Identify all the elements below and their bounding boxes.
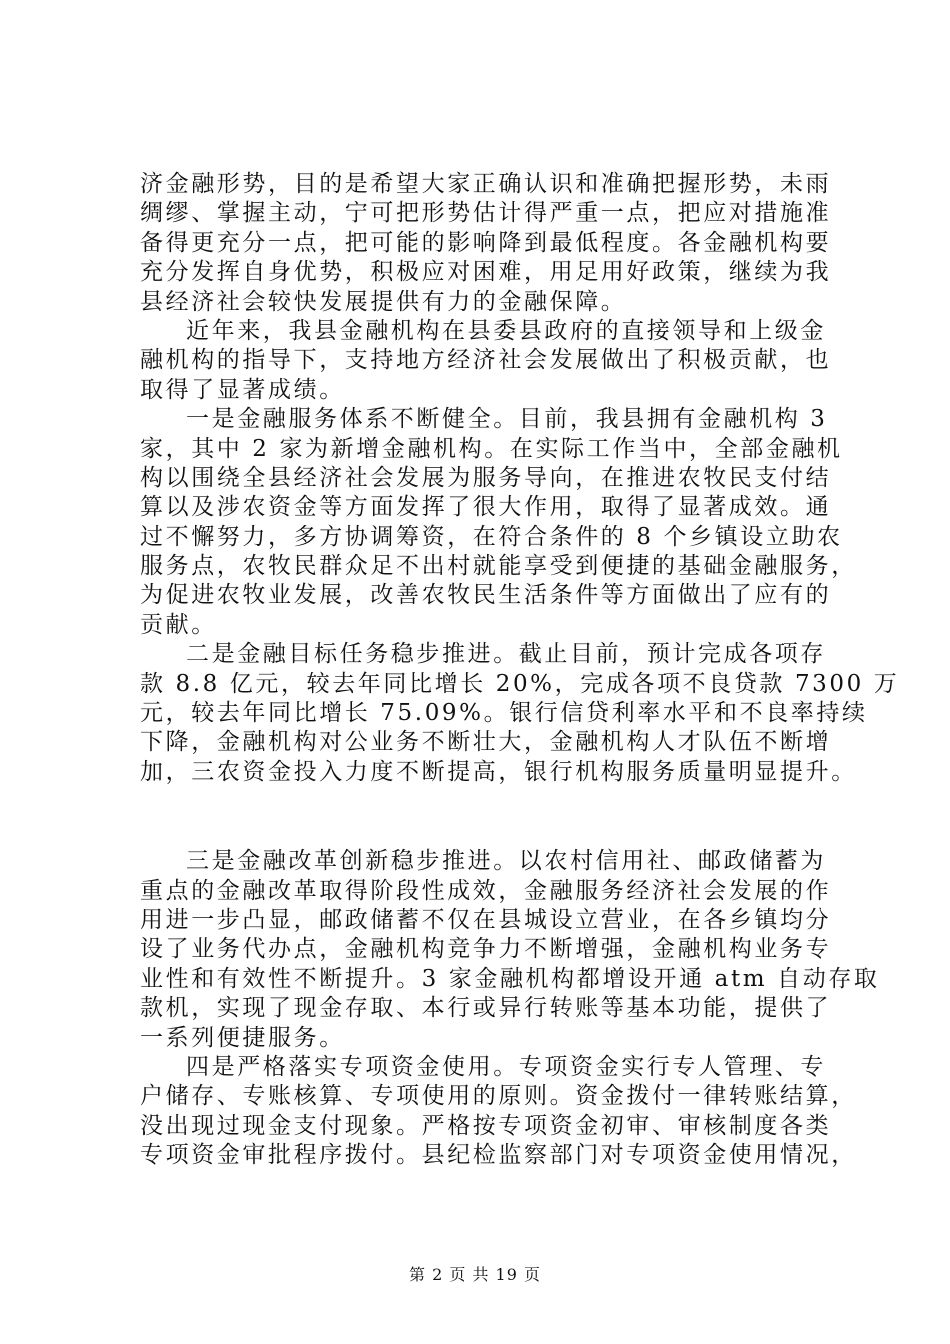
paragraph-gap [140,787,830,847]
text-line: 一系列便捷服务。 [140,1024,345,1051]
text-line: 设了业务代办点，金融机构竞争力不断增强，金融机构业务专 [140,936,832,963]
text-line: 构以围绕全县经济社会发展为服务导向，在推进农牧民支付结 [140,464,832,491]
text-line: 县经济社会较快发展提供有力的金融保障。 [140,288,627,315]
text-line: 一是金融服务体系不断健全。目前，我县拥有金融机构 3 [186,406,828,433]
text-line: 服务点，农牧民群众足不出村就能享受到便捷的基础金融服务， [140,553,857,580]
text-line: 款 8.8 亿元，较去年同比增长 20%，完成各项不良贷款 7300 万 [140,670,900,697]
text-line: 家，其中 2 家为新增金融机构。在实际工作当中，全部金融机 [140,435,843,462]
text-line: 近年来，我县金融机构在县委县政府的直接领导和上级金 [186,317,826,344]
text-line: 业性和有效性不断提升。3 家金融机构都增设开通 atm 自动存取 [140,965,880,992]
text-line: 融机构的指导下，支持地方经济社会发展做出了积极贡献，也 [140,347,832,374]
text-line: 过不懈努力，多方协调筹资，在符合条件的 8 个乡镇设立助农 [140,523,843,550]
paragraph-point-one [140,405,857,640]
text-line: 元，较去年同比增长 75.09%。银行信贷利率水平和不良率持续 [140,700,868,727]
text-line: 款机，实现了现金存取、本行或异行转账等基本功能，提供了 [140,995,832,1022]
text-line: 没出现过现金支付现象。严格按专项资金初审、审核制度各类 [140,1112,832,1139]
text-line: 充分发挥自身优势，积极应对困难，用足用好政策，继续为我 [140,259,832,286]
text-line: 算以及涉农资金等方面发挥了很大作用，取得了显著成效。通 [140,494,832,521]
text-line: 加，三农资金投入力度不断提高，银行机构服务质量明显提升。 [140,758,857,785]
text-line: 四是严格落实专项资金使用。专项资金实行专人管理、专 [186,1053,826,1080]
paragraph-continuation [140,170,830,317]
paragraph-point-four [140,1053,857,1171]
text-line: 下降，金融机构对公业务不断壮大，金融机构人才队伍不断增 [140,729,832,756]
text-line: 专项资金审批程序拨付。县纪检监察部门对专项资金使用情况， [140,1142,857,1169]
text-line: 重点的金融改革取得阶段性成效，金融服务经济社会发展的作 [140,877,832,904]
page-number-footer: 第 2 页 共 19 页 [409,1265,541,1284]
text-line: 济金融形势，目的是希望大家正确认识和准确把握形势，未雨 [140,171,832,197]
text-line: 备得更充分一点，把可能的影响降到最低程度。各金融机构要 [140,229,832,256]
paragraph-intro [140,317,830,405]
text-line: 为促进农牧业发展，改善农牧民生活条件等方面做出了应有的 [140,582,832,609]
text-line: 三是金融改革创新稳步推进。以农村信用社、邮政储蓄为 [186,848,826,875]
text-line: 取得了显著成绩。 [140,376,345,403]
text-line: 二是金融目标任务稳步推进。截止目前，预计完成各项存 [186,641,826,668]
text-line: 用进一步凸显，邮政储蓄不仅在县城设立营业，在各乡镇均分 [140,906,832,933]
text-line: 贡献。 [140,611,217,638]
paragraph-point-three [140,847,880,1053]
paragraph-point-two [140,640,900,787]
text-line: 绸缪、掌握主动，宁可把形势估计得严重一点，把应对措施准 [140,200,832,227]
body-text [140,170,900,1171]
text-line: 户储存、专账核算、专项使用的原则。资金拨付一律转账结算， [140,1083,857,1110]
